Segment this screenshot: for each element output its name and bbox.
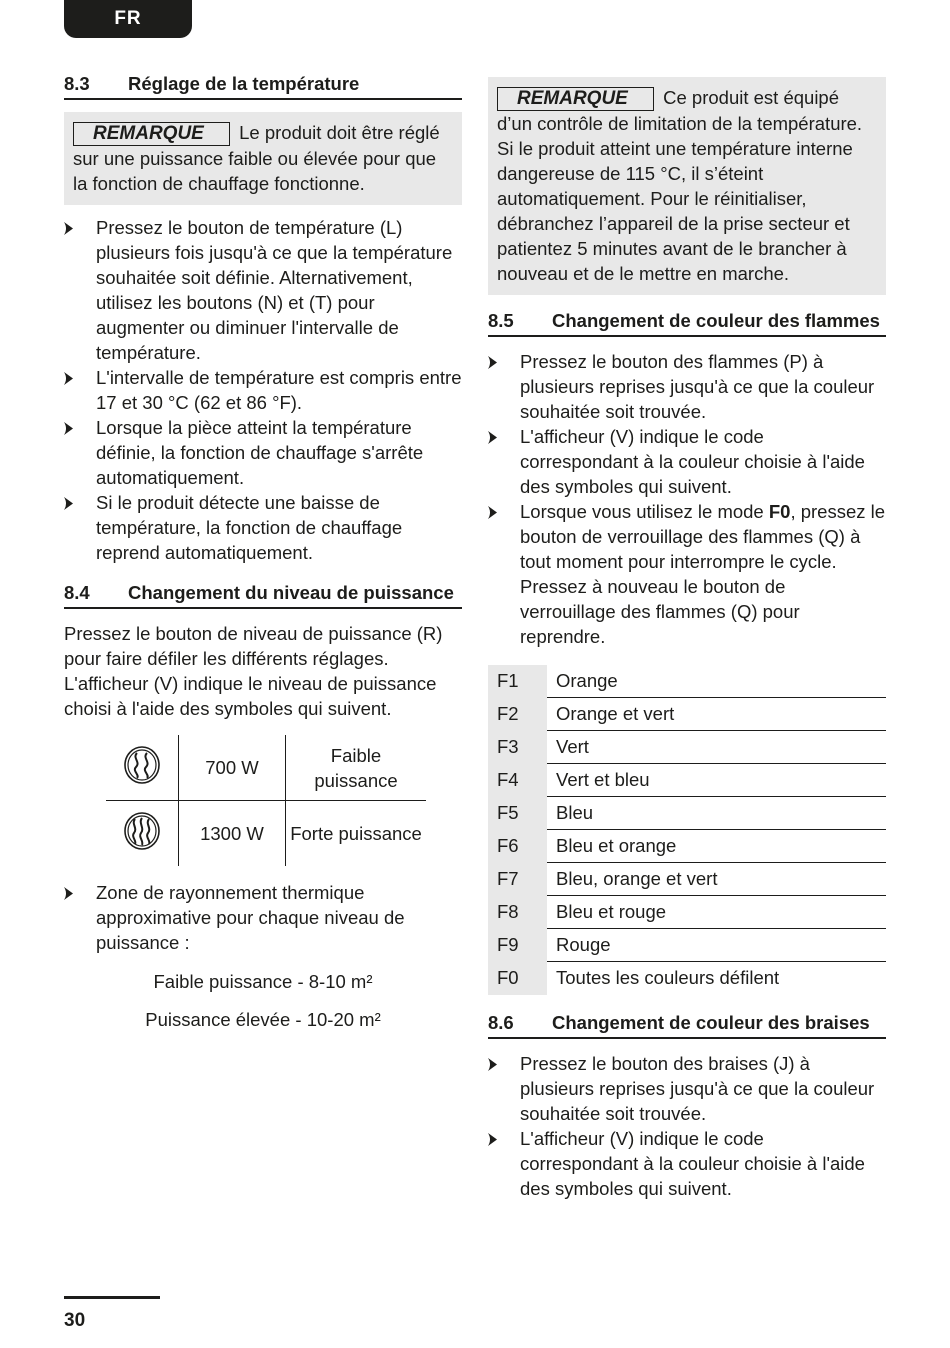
list-item: Pressez le bouton de température (L) plusieurs fois jusqu'à ce que la température souhaitée soit définie. Alternativement, utilisez les boutons (N) et (T) pour augmenter ou diminuer l'intervalle de température. <box>64 215 462 365</box>
page-number: 30 <box>64 1310 86 1331</box>
power-watt: 700 W <box>179 735 286 801</box>
flame-color-table <box>488 665 886 995</box>
table-row: F3 Vert <box>488 731 886 764</box>
section-number: 8.5 <box>488 310 514 331</box>
section-title: Réglage de la température <box>128 73 360 94</box>
list-item: Zone de rayonnement thermique approximative pour chaque niveau de puissance : <box>64 880 462 955</box>
footer-rule <box>64 1296 160 1299</box>
bullet-icon <box>488 1058 497 1071</box>
low-power-icon <box>106 735 179 801</box>
power-level-table <box>106 735 426 866</box>
section-heading-8-5 <box>488 307 886 337</box>
section-heading-8-4 <box>64 579 462 609</box>
list-item: Si le produit détecte une baisse de température, la fonction de chauffage reprend automatiquement. <box>64 490 462 565</box>
zone-high: Puissance élevée - 10-20 m² <box>145 1009 381 1030</box>
high-power-icon <box>106 801 179 867</box>
table-row: F0 Toutes les couleurs défilent <box>488 962 886 995</box>
bullet-list-8-3 <box>64 215 462 565</box>
table-row: F2 Orange et vert <box>488 698 886 731</box>
table-row: F6 Bleu et orange <box>488 830 886 863</box>
list-item: L'afficheur (V) indique le code correspondant à la couleur choisie à l'aide des symboles qui suivent. <box>488 424 886 499</box>
list-item: Lorsque la pièce atteint la température définie, la fonction de chauffage s'arrête automatiquement. <box>64 415 462 490</box>
bullet-list-8-6 <box>488 1051 886 1201</box>
table-row: F1 Orange <box>488 665 886 698</box>
table-row: F4 Vert et bleu <box>488 764 886 797</box>
note-box <box>64 112 462 205</box>
table-row: F9 Rouge <box>488 929 886 962</box>
list-item: L'afficheur (V) indique le code correspondant à la couleur choisie à l'aide des symboles qui suivent. <box>488 1126 886 1201</box>
list-item: L'intervalle de température est compris entre 17 et 30 °C (62 et 86 °F). <box>64 365 462 415</box>
paragraph-8-4: Pressez le bouton de niveau de puissance (R) pour faire défiler les différents réglages. L'afficheur (V) indique le niveau de puissance choisi à l'aide des symboles qui suivent. <box>64 623 443 719</box>
bullet-icon <box>64 222 73 235</box>
bullet-icon <box>64 422 73 435</box>
section-heading-8-6 <box>488 1009 886 1039</box>
bullet-icon <box>64 497 73 510</box>
table-row: F7 Bleu, orange et vert <box>488 863 886 896</box>
section-number: 8.4 <box>64 582 90 603</box>
table-row <box>106 801 426 867</box>
language-tab: FR <box>64 0 192 38</box>
bullet-list-zone <box>64 880 462 955</box>
note-tag: REMARQUE <box>497 87 654 111</box>
list-item: Pressez le bouton des braises (J) à plusieurs reprises jusqu'à ce que la couleur souhaitée soit trouvée. <box>488 1051 886 1126</box>
list-item: Pressez le bouton des flammes (P) à plusieurs reprises jusqu'à ce que la couleur souhaitée soit trouvée. <box>488 349 886 424</box>
note-text: Le produit doit être réglé sur une puissance faible ou élevée pour que la fonction de chauffage fonctionne. <box>73 122 440 194</box>
list-item: Lorsque vous utilisez le mode F0, pressez le bouton de verrouillage des flammes (Q) à tout moment pour interrompre le cycle. Pressez à nouveau le bouton de verrouillage des flammes (Q) pour reprendre. <box>488 499 886 649</box>
bullet-icon <box>488 431 497 444</box>
table-row: F5 Bleu <box>488 797 886 830</box>
section-heading-8-3 <box>64 70 462 100</box>
section-number: 8.6 <box>488 1012 514 1033</box>
section-title: Changement de couleur des braises <box>552 1012 870 1033</box>
power-label: Forte puissance <box>290 823 422 844</box>
bullet-icon <box>488 506 497 519</box>
bullet-icon <box>488 1133 497 1146</box>
note-text: Ce produit est équipé d’un contrôle de limitation de la température. Si le produit atteint une température interne dangereuse de 115 °C, il s’éteint automatiquement. Pour le réinitialiser, débranchez l’appareil de la prise secteur et patientez 5 minutes avant de le brancher à nouveau et de le mettre en marche. <box>497 87 863 284</box>
section-number: 8.3 <box>64 73 90 94</box>
left-column <box>64 70 462 1045</box>
section-title: Changement du niveau de puissance <box>128 582 454 603</box>
bullet-list-8-5 <box>488 349 886 649</box>
right-column <box>488 77 886 1211</box>
note-box <box>488 77 886 295</box>
table-row <box>106 735 426 801</box>
bullet-icon <box>64 372 73 385</box>
bullet-icon <box>64 887 73 900</box>
power-watt: 1300 W <box>179 801 286 867</box>
zone-low: Faible puissance - 8-10 m² <box>153 971 373 992</box>
note-tag: REMARQUE <box>73 122 230 146</box>
table-row: F8 Bleu et rouge <box>488 896 886 929</box>
bullet-icon <box>488 356 497 369</box>
power-label: Faible puissance <box>286 735 427 801</box>
section-title: Changement de couleur des flammes <box>552 310 880 331</box>
